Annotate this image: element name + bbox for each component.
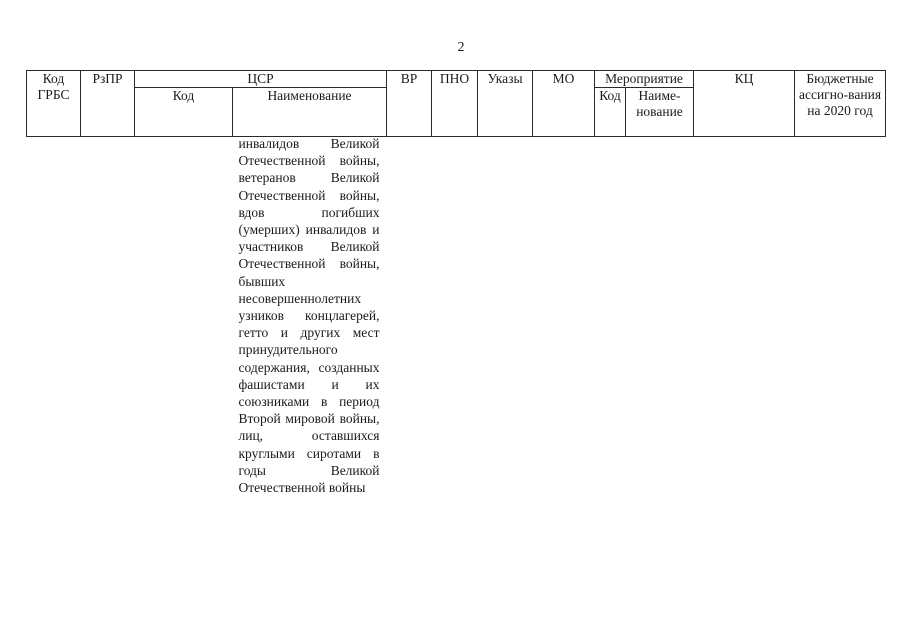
csr-naimenovanie-text: инвалидов Великой Отечественной войны, ветеранов Великой Отечественной войны, вдов погибших (умерших) инвалидов и участников Великой Отечественной войны, бывших несовершеннолетних узников концлагерей, гетто и других мест принудительного содержания, созданных фашистами и их союзниками в период Второй мировой войны, лиц, оставшихся круглыми сиротами в годы Великой Отечественной войны <box>238 136 380 496</box>
header-csr: ЦСР <box>135 71 387 88</box>
page-number: 2 <box>457 40 465 55</box>
header-meropriyatie: Мероприятие <box>595 71 694 88</box>
cell-csr-naimenovanie <box>233 137 387 608</box>
header-csr-naimenovanie: Наименование <box>233 88 387 137</box>
header-meropriyatie-naimenovanie: Наиме-нование <box>626 88 694 137</box>
header-kod-grbs: Код ГРБС <box>27 71 81 137</box>
header-kc: КЦ <box>694 71 795 137</box>
header-vr: ВР <box>387 71 432 137</box>
cell-meropriyatie-naimenovanie <box>626 137 694 608</box>
cell-meropriyatie-kod <box>595 137 626 608</box>
header-pno: ПНО <box>432 71 478 137</box>
cell-kod-grbs <box>27 137 81 608</box>
cell-pno <box>432 137 478 608</box>
cell-csr-kod <box>135 137 233 608</box>
header-csr-kod: Код <box>135 88 233 137</box>
header-rzpr: РзПР <box>81 71 135 137</box>
header-ukazy: Указы <box>478 71 533 137</box>
header-mo: МО <box>533 71 595 137</box>
cell-ukazy <box>478 137 533 608</box>
cell-mo <box>533 137 595 608</box>
cell-kc <box>694 137 795 608</box>
header-budget: Бюджетные ассигно-вания на 2020 год <box>795 71 886 137</box>
table-row <box>27 137 886 608</box>
cell-budget <box>795 137 886 608</box>
budget-table <box>26 70 886 607</box>
cell-rzpr <box>81 137 135 608</box>
cell-vr <box>387 137 432 608</box>
header-meropriyatie-kod: Код <box>595 88 626 137</box>
